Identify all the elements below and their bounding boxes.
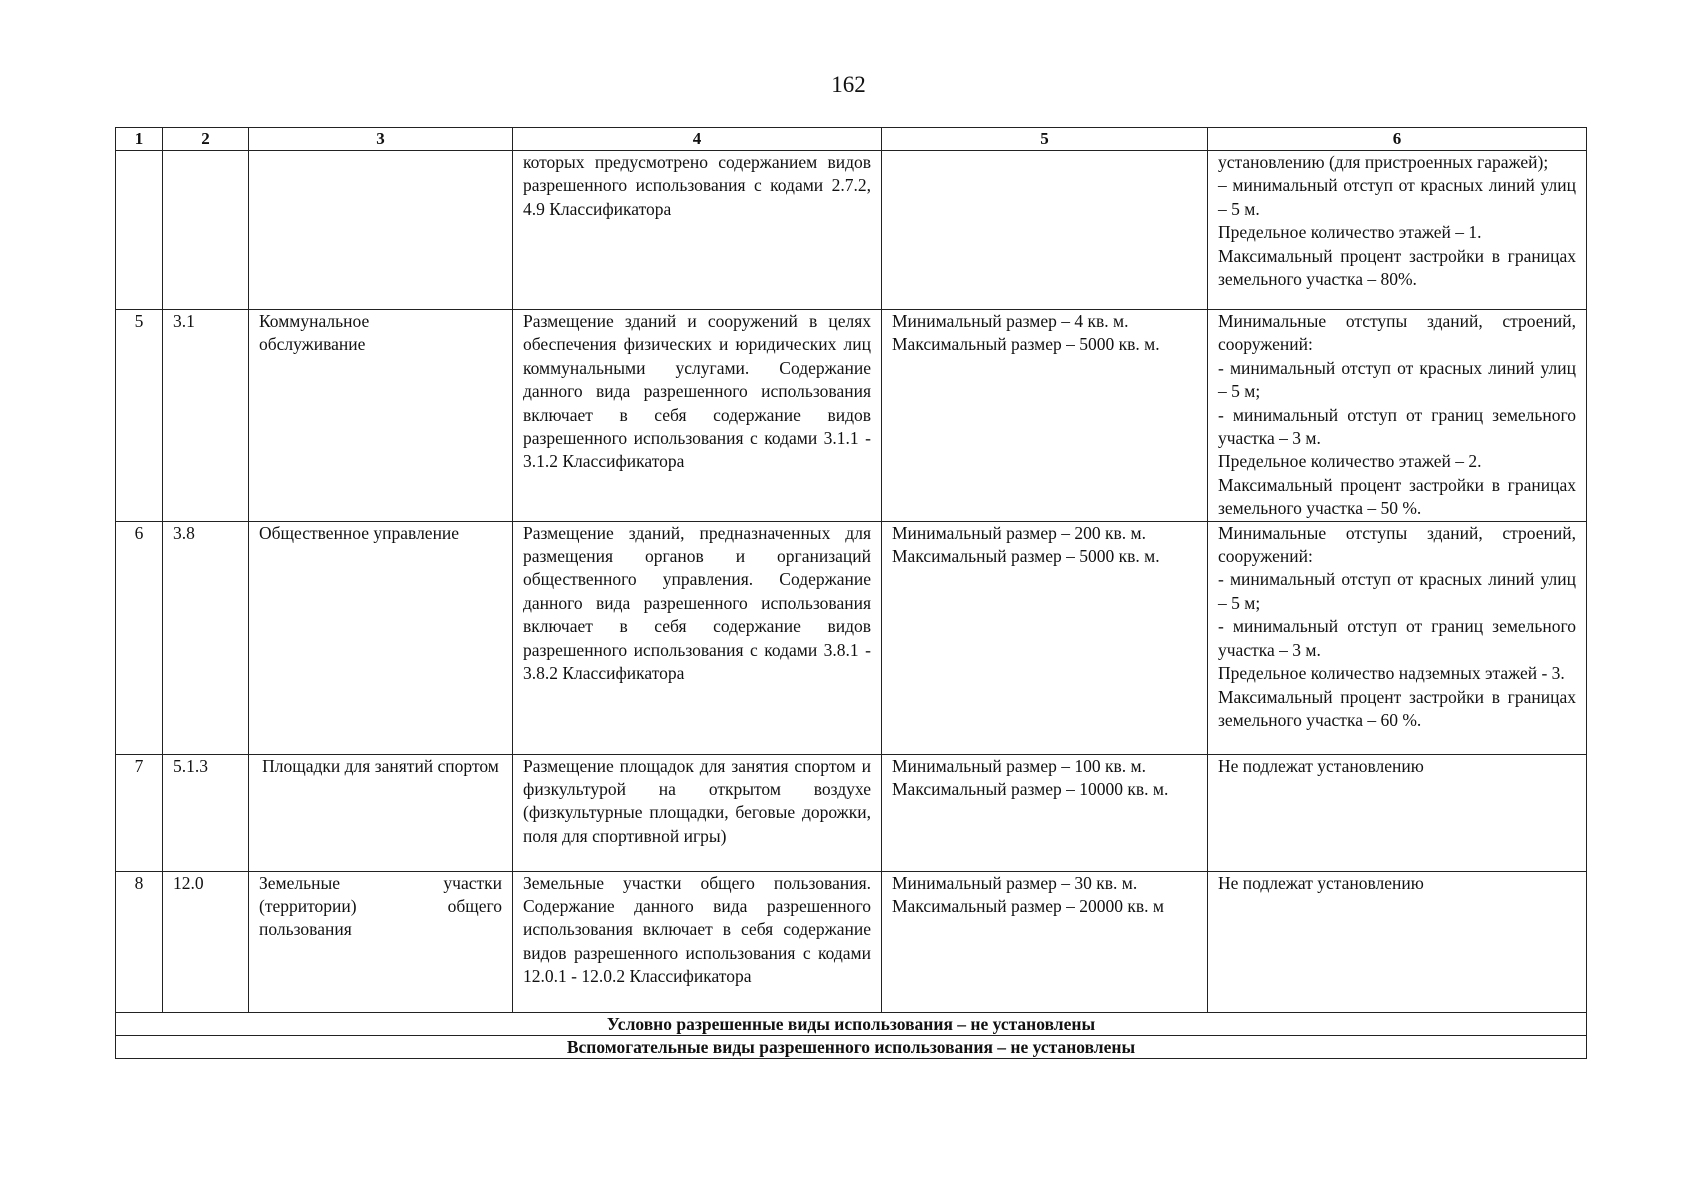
column-header: 5 [882, 128, 1208, 151]
params-cell: Не подлежат установлению [1208, 754, 1587, 871]
table-row [116, 754, 1587, 871]
code-cell: 3.8 [163, 521, 249, 754]
land-use-table [115, 127, 1587, 1059]
params-cell: Не подлежат установлению [1208, 871, 1587, 1012]
name-cell: Земельные участки (территории) общего пользования [249, 871, 513, 1012]
code-cell: 5.1.3 [163, 754, 249, 871]
code-cell: 12.0 [163, 871, 249, 1012]
row-number-cell: 6 [116, 521, 163, 754]
description-cell: Размещение площадок для занятия спортом и физкультурой на открытом воздухе (физкультурные площадки, беговые дорожки, поля для спортивной игры) [513, 754, 882, 871]
name-cell: Коммунальное обслуживание [249, 310, 513, 522]
size-cell: Минимальный размер – 100 кв. м. Максимальный размер – 10000 кв. м. [882, 754, 1208, 871]
description-cell: которых предусмотрено содержанием видов разрешенного использования с кодами 2.7.2, 4.9 Классификатора [513, 151, 882, 310]
size-cell [882, 151, 1208, 310]
conditional-use-note: Условно разрешенные виды использования – не установлены [116, 1012, 1587, 1035]
name-cell [249, 151, 513, 310]
table-row [116, 871, 1587, 1012]
column-header: 2 [163, 128, 249, 151]
table-row [116, 310, 1587, 522]
code-cell: 3.1 [163, 310, 249, 522]
code-cell [163, 151, 249, 310]
row-number-cell: 7 [116, 754, 163, 871]
column-header: 4 [513, 128, 882, 151]
column-header: 3 [249, 128, 513, 151]
table-header-row [116, 128, 1587, 151]
name-cell: Общественное управление [249, 521, 513, 754]
params-cell: Минимальные отступы зданий, строений, сооружений: - минимальный отступ от красных линий улиц – 5 м; - минимальный отступ от границ земельного участка – 3 м. Предельное количество надземных этажей - 3. Максимальный процент застройки в границах земельного участка – 60 %. [1208, 521, 1587, 754]
row-number-cell: 8 [116, 871, 163, 1012]
row-number-cell [116, 151, 163, 310]
row-number-cell: 5 [116, 310, 163, 522]
column-header: 1 [116, 128, 163, 151]
size-cell: Минимальный размер – 30 кв. м. Максимальный размер – 20000 кв. м [882, 871, 1208, 1012]
table-footer-row [116, 1012, 1587, 1035]
column-header: 6 [1208, 128, 1587, 151]
page-number: 162 [831, 72, 866, 97]
params-cell: установлению (для пристроенных гаражей); – минимальный отступ от красных линий улиц – 5 м. Предельное количество этажей – 1. Максимальный процент застройки в границах земельного участка – 80%. [1208, 151, 1587, 310]
auxiliary-use-note: Вспомогательные виды разрешенного использования – не установлены [116, 1035, 1587, 1058]
description-cell: Земельные участки общего пользования. Содержание данного вида разрешенного использования включает в себя содержание видов разрешенного использования с кодами 12.0.1 - 12.0.2 Классификатора [513, 871, 882, 1012]
table-row [116, 521, 1587, 754]
table-footer-row [116, 1035, 1587, 1058]
description-cell: Размещение зданий, предназначенных для размещения органов и организаций общественного управления. Содержание данного вида разрешенного использования включает в себя содержание видов разрешенного использования с кодами 3.8.1 - 3.8.2 Классификатора [513, 521, 882, 754]
description-cell: Размещение зданий и сооружений в целях обеспечения физических и юридических лиц коммунальными услугами. Содержание данного вида разрешенного использования включает в себя содержание видов разрешенного использования с кодами 3.1.1 - 3.1.2 Классификатора [513, 310, 882, 522]
size-cell: Минимальный размер – 200 кв. м. Максимальный размер – 5000 кв. м. [882, 521, 1208, 754]
params-cell: Минимальные отступы зданий, строений, сооружений: - минимальный отступ от красных линий улиц – 5 м; - минимальный отступ от границ земельного участка – 3 м. Предельное количество этажей – 2. Максимальный процент застройки в границах земельного участка – 50 %. [1208, 310, 1587, 522]
table-row [116, 151, 1587, 310]
name-cell: Площадки для занятий спортом [249, 754, 513, 871]
size-cell: Минимальный размер – 4 кв. м. Максимальный размер – 5000 кв. м. [882, 310, 1208, 522]
